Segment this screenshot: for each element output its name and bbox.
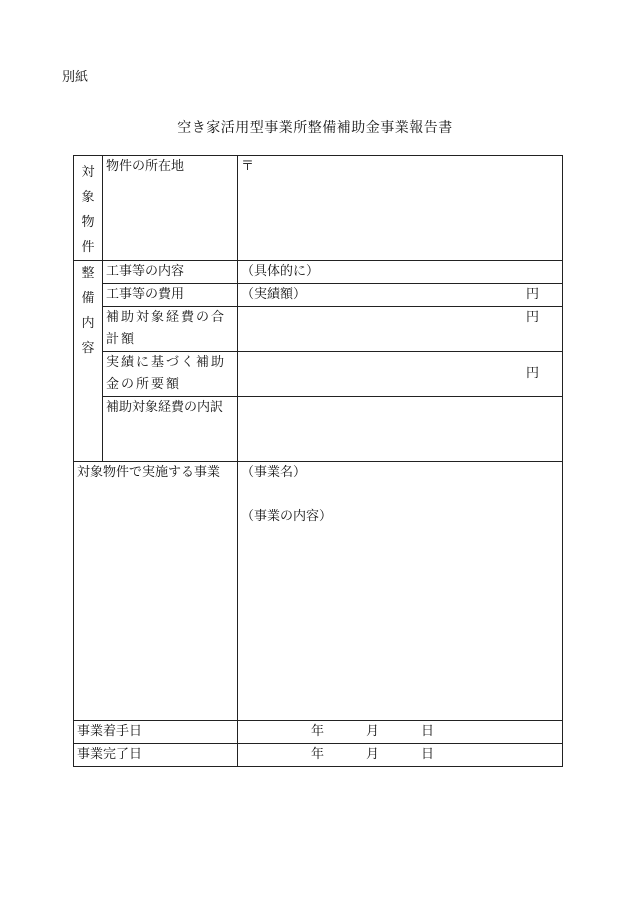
eligible-total-unit: 円	[525, 310, 539, 325]
eligible-total-label: 補助対象経費の合計額	[103, 307, 238, 352]
document-title: 空き家活用型事業所整備補助金事業報告書	[177, 120, 453, 136]
target-property-group-label: 対 象 物 件	[74, 156, 103, 261]
required-subsidy-unit: 円	[525, 366, 539, 381]
start-date-year: 年	[311, 724, 325, 739]
end-date-row	[74, 744, 563, 767]
required-subsidy-label: 実績に基づく補助金の所要額	[103, 352, 238, 397]
end-date-day: 日	[421, 747, 435, 762]
eligible-total-field[interactable]	[238, 307, 563, 352]
business-field[interactable]	[238, 462, 563, 721]
eligible-total-row	[74, 307, 563, 352]
eligible-breakdown-field[interactable]	[238, 397, 563, 462]
work-cost-label: 工事等の費用	[103, 284, 238, 307]
end-date-label: 事業完了日	[74, 744, 238, 767]
work-cost-hint: （実績額）	[241, 287, 307, 302]
work-content-label: 工事等の内容	[103, 261, 238, 284]
start-date-day: 日	[421, 724, 435, 739]
start-date-field[interactable]	[238, 721, 563, 744]
report-form-table	[73, 155, 563, 767]
postal-mark: 〒	[241, 159, 255, 174]
business-row	[74, 462, 563, 721]
business-name-label: （事業名）	[241, 465, 307, 480]
start-date-month: 月	[366, 724, 380, 739]
work-content-row	[74, 261, 563, 284]
business-content-label: （事業の内容）	[241, 509, 333, 524]
end-date-year: 年	[311, 747, 325, 762]
required-subsidy-field[interactable]	[238, 352, 563, 397]
required-subsidy-row	[74, 352, 563, 397]
work-cost-row	[74, 284, 563, 307]
eligible-breakdown-label: 補助対象経費の内訳	[103, 397, 238, 462]
end-date-month: 月	[366, 747, 380, 762]
location-field[interactable]	[238, 156, 563, 261]
start-date-row	[74, 721, 563, 744]
target-property-row	[74, 156, 563, 261]
eligible-breakdown-row	[74, 397, 563, 462]
maintenance-group-label: 整 備 内 容	[74, 261, 103, 462]
work-cost-unit: 円	[525, 287, 539, 302]
attachment-label: 別紙	[62, 70, 89, 85]
work-content-field[interactable]	[238, 261, 563, 284]
work-content-hint: （具体的に）	[241, 264, 320, 279]
end-date-field[interactable]	[238, 744, 563, 767]
location-label: 物件の所在地	[103, 156, 238, 261]
work-cost-field[interactable]	[238, 284, 563, 307]
start-date-label: 事業着手日	[74, 721, 238, 744]
business-label: 対象物件で実施する事業	[74, 462, 238, 721]
